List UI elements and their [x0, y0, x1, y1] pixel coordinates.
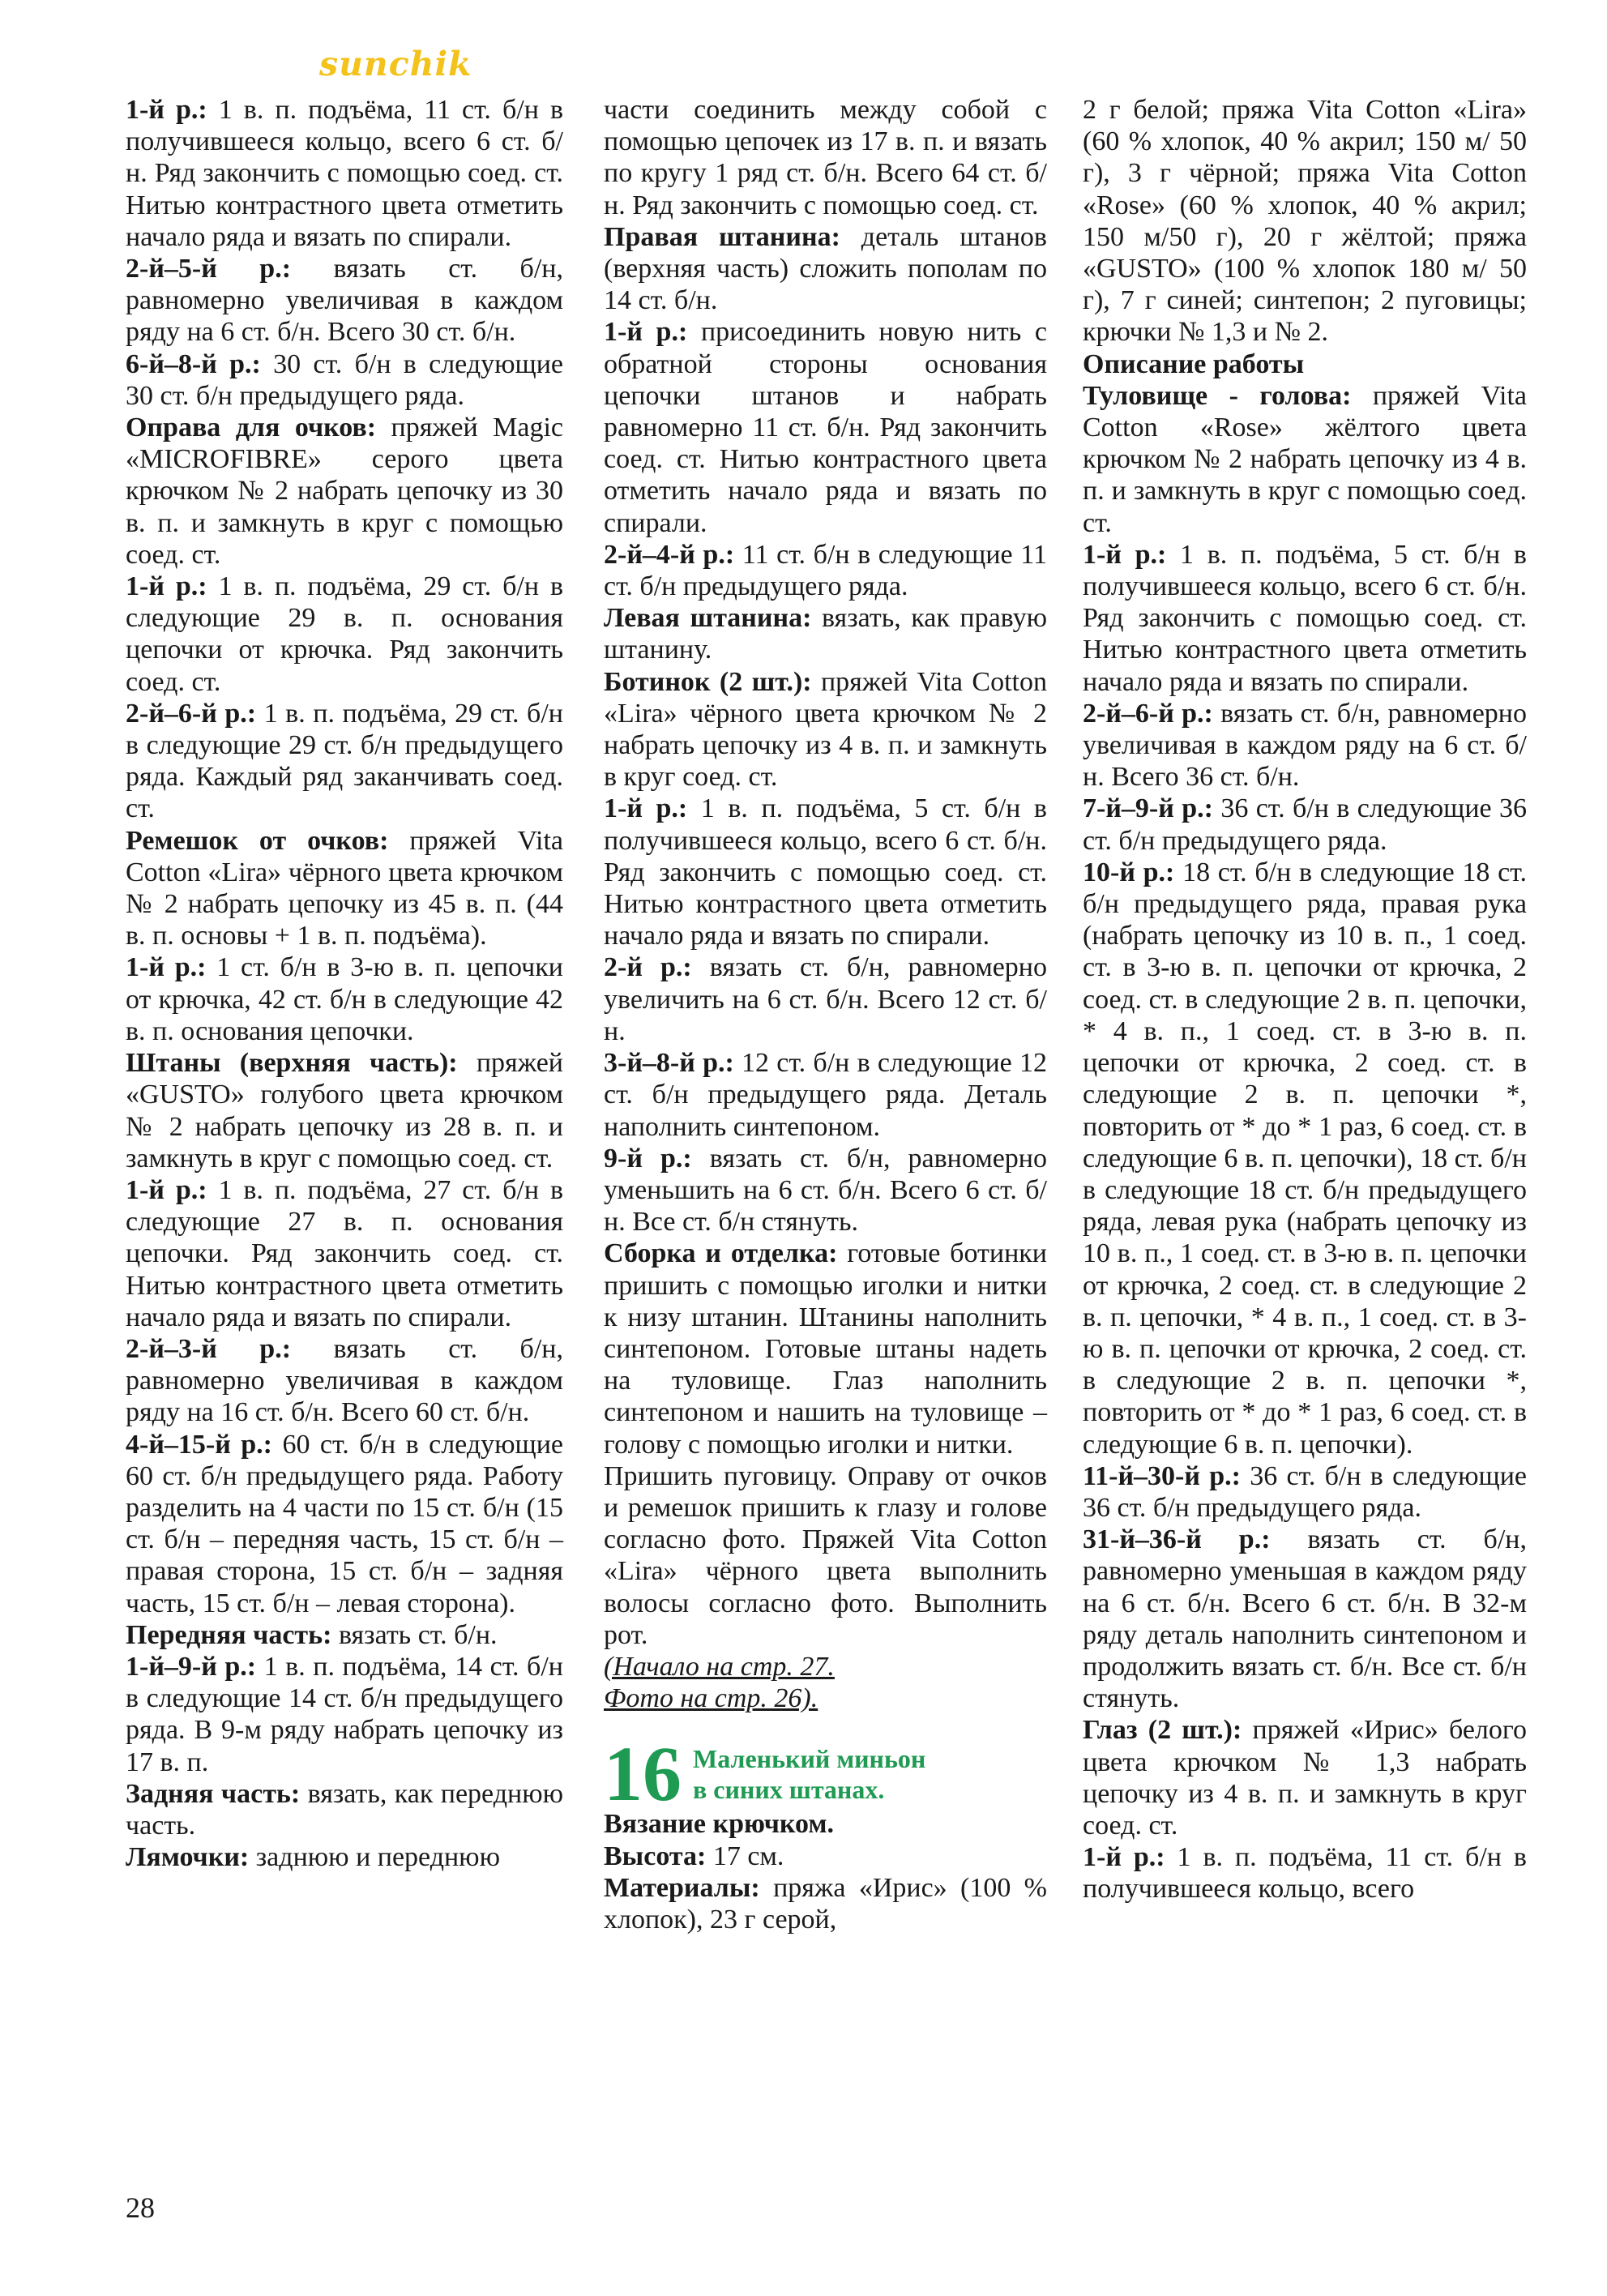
paragraph-text: 1 в. п. подъёма, 29 ст. б/н в следующие 29 ст. б/н предыдущего ряда. Каждый ряд заканчивать соед. ст. [126, 698, 563, 824]
paragraph-text: пряжей Vita Cotton «Rose» жёлтого цвета крючком № 2 набрать цепочку из 4 в. п. и замкнуть в круг с помощью соед. ст. [1083, 380, 1527, 538]
paragraph-text: Пришить пуговицу. Оправу от очков и ремешок пришить к глазу и голове согласно фото. Пряжей Vita Cotton «Lira» чёрного цвета выполнить волосы согласно фото. Выполнить рот. [604, 1460, 1047, 1650]
paragraph-text: вязать, как переднюю часть. [126, 1778, 563, 1841]
paragraph-text: 11 ст. б/н в следующие 11 ст. б/н предыдущего ряда. [604, 539, 1047, 602]
paragraph-text: пряжа «Ирис» (100 % хлопок), 23 г серой, [604, 1872, 1047, 1935]
paragraph-heading: Оправа для очков: [126, 413, 377, 443]
paragraph [604, 1808, 1047, 1840]
paragraph-text: 1 в. п. подъёма, 29 ст. б/н в следующие 29 в. п. основания цепочки от крючка. Ряд закончить соед. ст. [126, 571, 563, 697]
paragraph-heading: 2-й–4-й р.: [604, 539, 735, 570]
paragraph-heading: Левая штанина: [604, 603, 812, 634]
paragraph-text: вязать, как правую штанину. [604, 603, 1047, 665]
paragraph-text: вязать ст. б/н, равномерно увеличивая в каждом ряду на 6 ст. б/н. Всего 36 ст. б/н. [1083, 698, 1527, 793]
paragraph [604, 1460, 1047, 1651]
text-column-1 [126, 94, 563, 1873]
paragraph [1083, 1714, 1527, 1841]
paragraph [604, 1872, 1047, 1935]
paragraph [126, 825, 563, 952]
paragraph-heading: 1-й р.: [126, 952, 207, 983]
paragraph [1083, 348, 1527, 380]
paragraph [604, 539, 1047, 602]
paragraph [126, 571, 563, 698]
paragraph [604, 1047, 1047, 1143]
paragraph-heading: 1-й р.: [126, 1174, 207, 1205]
paragraph-text: 18 ст. б/н в следующие 18 ст. б/н предыдущего ряда, правая рука (набрать цепочку из 10 в. п., 1 соед. ст. в 3-ю в. п. цепочки от крючка, 2 соед. ст. в следующие 2 в. п. цепочки, * 4 в. п., 1 соед. ст. в 3-ю в. п. цепочки от крючка, 2 соед. ст. в следующие 2 в. п. цепочки *, повторить от * до * 1 раз, 6 соед. ст. в следующие 6 в. п. цепочки), 18 ст. б/н в следующие 18 ст. б/н предыдущего ряда, левая рука (набрать цепочку из 10 в. п., 1 соед. ст. в 3-ю в. п. цепочки от крючка, 2 соед. ст. в следующие 2 в. п. цепочки, * 4 в. п., 1 соед. ст. в 3-ю в. п. цепочки от крючка, 2 соед. ст. в следующие 2 в. п. цепочки *, повторить от * до * 1 раз, 6 соед. ст. в следующие 6 в. п. цепочки). [1083, 857, 1527, 1460]
paragraph [604, 602, 1047, 665]
paragraph [126, 1841, 563, 1873]
paragraph [126, 951, 563, 1047]
paragraph-text: присоединить новую нить с обратной стороны основания цепочки штанов и набрать равномерно 11 ст. б/н. Ряд закончить соед. ст. Нитью контрастного цвета отметить начало ряда и вязать по спирали. [604, 317, 1047, 538]
paragraph-heading: 4-й–15-й р.: [126, 1429, 273, 1460]
paragraph [126, 698, 563, 825]
paragraph [604, 1143, 1047, 1238]
paragraph-heading: Материалы: [604, 1872, 760, 1903]
paragraph-heading: 1-й–9-й р.: [126, 1651, 257, 1682]
paragraph [604, 1841, 1047, 1872]
paragraph [604, 793, 1047, 951]
paragraph-heading: 1-й р.: [1083, 1842, 1165, 1873]
paragraph [126, 412, 563, 571]
paragraph [604, 221, 1047, 317]
paragraph-text: 30 ст. б/н в следующие 30 ст. б/н предыдущего ряда. [126, 348, 563, 411]
paragraph-text: 1 в. п. подъёма, 11 ст. б/н в получившееся кольцо, всего [1083, 1842, 1527, 1905]
column-2-paragraphs [604, 94, 1047, 1651]
paragraph [1083, 698, 1527, 793]
paragraph-heading: Передняя часть: [126, 1619, 332, 1650]
paragraph-heading: Ботинок (2 шт.): [604, 666, 812, 697]
paragraph [1083, 94, 1527, 348]
text-column-3 [1083, 94, 1527, 1905]
paragraph-text: пряжей «Ирис» белого цвета крючком № 1,3 набрать цепочку из 4 в. п. и замкнуть в круг соед. ст. [1083, 1715, 1527, 1841]
paragraph-text: 12 ст. б/н в следующие 12 ст. б/н предыдущего ряда. Деталь наполнить синтепоном. [604, 1048, 1047, 1142]
paragraph-text: 1 в. п. подъёма, 27 ст. б/н в следующие 27 в. п. основания цепочки. Ряд закончить соед. ст. Нитью контрастного цвета отметить начало ряда и вязать по спирали. [126, 1174, 563, 1332]
paragraph-heading: 31-й–36-й р.: [1083, 1524, 1271, 1555]
paragraph-heading: 2-й р.: [604, 952, 692, 983]
paragraph-text: части соединить между собой с помощью цепочек из 17 в. п. и вязать по кругу 1 ряд ст. б/н. Всего 64 ст. б/н. Ряд закончить с помощью соед. ст. [604, 95, 1047, 220]
paragraph [1083, 857, 1527, 1460]
paragraph-text: пряжей Magic «MICROFIBRE» серого цвета крючком № 2 набрать цепочку из 30 в. п. и замкнуть в круг с помощью соед. ст. [126, 413, 563, 570]
paragraph-heading: 6-й–8-й р.: [126, 348, 261, 379]
paragraph [1083, 793, 1527, 856]
paragraph-heading: Штаны (верхняя часть): [126, 1048, 458, 1079]
paragraph-heading: Ремешок от очков: [126, 825, 389, 856]
paragraph-heading: 2-й–3-й р.: [126, 1333, 292, 1364]
page-number: 28 [126, 2191, 155, 2224]
paragraph [126, 253, 563, 348]
paragraph-text: 17 см. [706, 1841, 784, 1871]
paragraph [1083, 380, 1527, 539]
paragraph-heading: Задняя часть: [126, 1778, 301, 1809]
paragraph-heading: 2-й–5-й р.: [126, 254, 292, 284]
paragraph-heading: 9-й р.: [604, 1143, 692, 1174]
paragraph-text: вязать ст. б/н, равномерно увеличивая в каждом ряду на 6 ст. б/н. Всего 30 ст. б/н. [126, 254, 563, 348]
paragraph [1083, 1524, 1527, 1714]
paragraph [126, 1047, 563, 1174]
paragraph [126, 1333, 563, 1429]
paragraph-text: вязать ст. б/н, равномерно увеличивая в каждом ряду на 16 ст. б/н. Всего 60 ст. б/н. [126, 1333, 563, 1428]
paragraph-heading: Высота: [604, 1841, 707, 1871]
paragraph-heading: 2-й–6-й р.: [126, 698, 257, 729]
text-column-2 [604, 94, 1047, 1935]
paragraph-text: 60 ст. б/н в следующие 60 ст. б/н предыдущего ряда. Работу разделить на 4 части по 15 ст. б/н (15 ст. б/н – передняя часть, 15 ст. б/н – правая сторона, 15 ст. б/н – задняя часть, 15 ст. б/н – левая сторона). [126, 1429, 563, 1618]
paragraph-text: 1 в. п. подъёма, 5 ст. б/н в получившееся кольцо, всего 6 ст. б/н. Ряд закончить с помощью соед. ст. Нитью контрастного цвета отметить начало ряда и вязать по спирали. [604, 793, 1047, 951]
paragraph [604, 94, 1047, 221]
paragraph-text: вязать ст. б/н, равномерно уменьшить на 6 ст. б/н. Всего 6 ст. б/н. Все ст. б/н стянуть. [604, 1143, 1047, 1238]
paragraph-text: 1 ст. б/н в 3-ю в. п. цепочки от крючка, 42 ст. б/н в следующие 42 в. п. основания цепочки. [126, 952, 563, 1046]
page-reference-photo: Фото на стр. 26). [604, 1683, 818, 1714]
paragraph-text: 36 ст. б/н в следующие 36 ст. б/н предыдущего ряда. [1083, 1460, 1527, 1523]
paragraph [604, 951, 1047, 1047]
magazine-logo: sunchik [319, 45, 472, 83]
paragraph-text: готовые ботинки пришить с помощью иголки и нитки к низу штанин. Штанины наполнить синтепоном. Готовые штаны надеть на туловище. Глаз наполнить синтепоном и нашить на туловище – голову с помощью иголки и нитки. [604, 1238, 1047, 1460]
paragraph-heading: 1-й р.: [126, 571, 207, 602]
paragraph-heading: 1-й р.: [126, 95, 207, 125]
section-number: 16 [604, 1730, 682, 1818]
paragraph [604, 666, 1047, 793]
paragraph-text: вязать ст. б/н, равномерно увеличить на 6 ст. б/н. Всего 12 ст. б/н. [604, 952, 1047, 1046]
section-16-heading [604, 1730, 1047, 1818]
paragraph-text: 1 в. п. подъёма, 14 ст. б/н в следующие 14 ст. б/н предыдущего ряда. В 9-м ряду набрать цепочку из 17 в. п. [126, 1651, 563, 1777]
paragraph-text: пряжей Vita Cotton «Lira» чёрного цвета крючком № 2 набрать цепочку из 4 в. п. и замкнуть в круг соед. ст. [604, 666, 1047, 793]
paragraph-text: вязать ст. б/н, равномерно уменьшая в каждом ряду на 6 ст. б/н. Всего 6 ст. б/н. В 32-м ряду деталь наполнить синтепоном и продолжить вязать ст. б/н. Все ст. б/н стянуть. [1083, 1524, 1527, 1714]
paragraph [1083, 1841, 1527, 1905]
page-reference-start: (Начало на стр. 27. [604, 1651, 835, 1682]
paragraph-heading: Сборка и отделка: [604, 1238, 838, 1269]
paragraph-heading: 3-й–8-й р.: [604, 1048, 734, 1079]
paragraph [1083, 1460, 1527, 1524]
section-title-line-2: в синих штанах. [693, 1775, 885, 1805]
section-title [693, 1743, 925, 1805]
paragraph-heading: 2-й–6-й р.: [1083, 698, 1213, 729]
paragraph [126, 94, 563, 253]
paragraph [126, 1429, 563, 1619]
paragraph-text: вязать ст. б/н. [331, 1619, 498, 1650]
paragraph-heading: Туловище - голова: [1083, 380, 1352, 411]
paragraph [126, 1651, 563, 1778]
paragraph-text: 1 в. п. подъёма, 11 ст. б/н в получившееся кольцо, всего 6 ст. б/н. Ряд закончить с помощью соед. ст. Нитью контрастного цвета отметить начало ряда и вязать по спирали. [126, 95, 563, 252]
paragraph [1083, 539, 1527, 698]
paragraph [126, 1174, 563, 1333]
paragraph-text: пряжей «GUSTO» голубого цвета крючком № 2 набрать цепочку из 28 в. п. и замкнуть в круг с помощью соед. ст. [126, 1048, 563, 1174]
section-title-line-1: Маленький миньон [693, 1744, 926, 1774]
paragraph-text: 2 г белой; пряжа Vita Cotton «Lira» (60 % хлопок, 40 % акрил; 150 м/ 50 г), 3 г чёрной; пряжа Vita Cotton «Rose» (60 % хлопок, 40 % акрил; 150 м/50 г), 20 г жёлтой; пряжа «GUSTO» (100 % хлопок 180 м/ 50 г), 7 г синей; синтепон; 2 пуговицы; крючки № 1,3 и № 2. [1083, 95, 1527, 348]
paragraph-heading: 10-й р.: [1083, 857, 1175, 887]
section-16-intro [604, 1808, 1047, 1935]
paragraph-heading: Глаз (2 шт.): [1083, 1715, 1242, 1746]
paragraph [126, 1619, 563, 1651]
paragraph-heading: Правая штанина: [604, 221, 840, 252]
paragraph-text: 36 ст. б/н в следующие 36 ст. б/н предыдущего ряда. [1083, 793, 1527, 856]
paragraph-text: деталь штанов (верхняя часть) сложить пополам по 14 ст. б/н. [604, 221, 1047, 316]
paragraph-heading: 1-й р.: [604, 317, 688, 348]
paragraph-heading: 11-й–30-й р.: [1083, 1460, 1241, 1491]
paragraph-heading: 1-й р.: [1083, 539, 1167, 570]
paragraph-text: пряжей Vita Cotton «Lira» чёрного цвета крючком № 2 набрать цепочку из 45 в. п. (44 в. п. основы + 1 в. п. подъёма). [126, 825, 563, 951]
paragraph-heading: Вязание крючком. [604, 1809, 835, 1840]
paragraph-text: 1 в. п. подъёма, 5 ст. б/н в получившееся кольцо, всего 6 ст. б/н. Ряд закончить с помощью соед. ст. Нитью контрастного цвета отметить начало ряда и вязать по спирали. [1083, 539, 1527, 697]
paragraph [604, 316, 1047, 538]
paragraph-heading: Лямочки: [126, 1842, 250, 1873]
paragraph-heading: Описание работы [1083, 348, 1305, 379]
paragraph [126, 348, 563, 412]
paragraph-heading: 1-й р.: [604, 793, 688, 824]
paragraph-heading: 7-й–9-й р.: [1083, 793, 1213, 824]
paragraph [126, 1778, 563, 1841]
paragraph-text: заднюю и переднюю [249, 1842, 500, 1873]
paragraph [604, 1238, 1047, 1460]
